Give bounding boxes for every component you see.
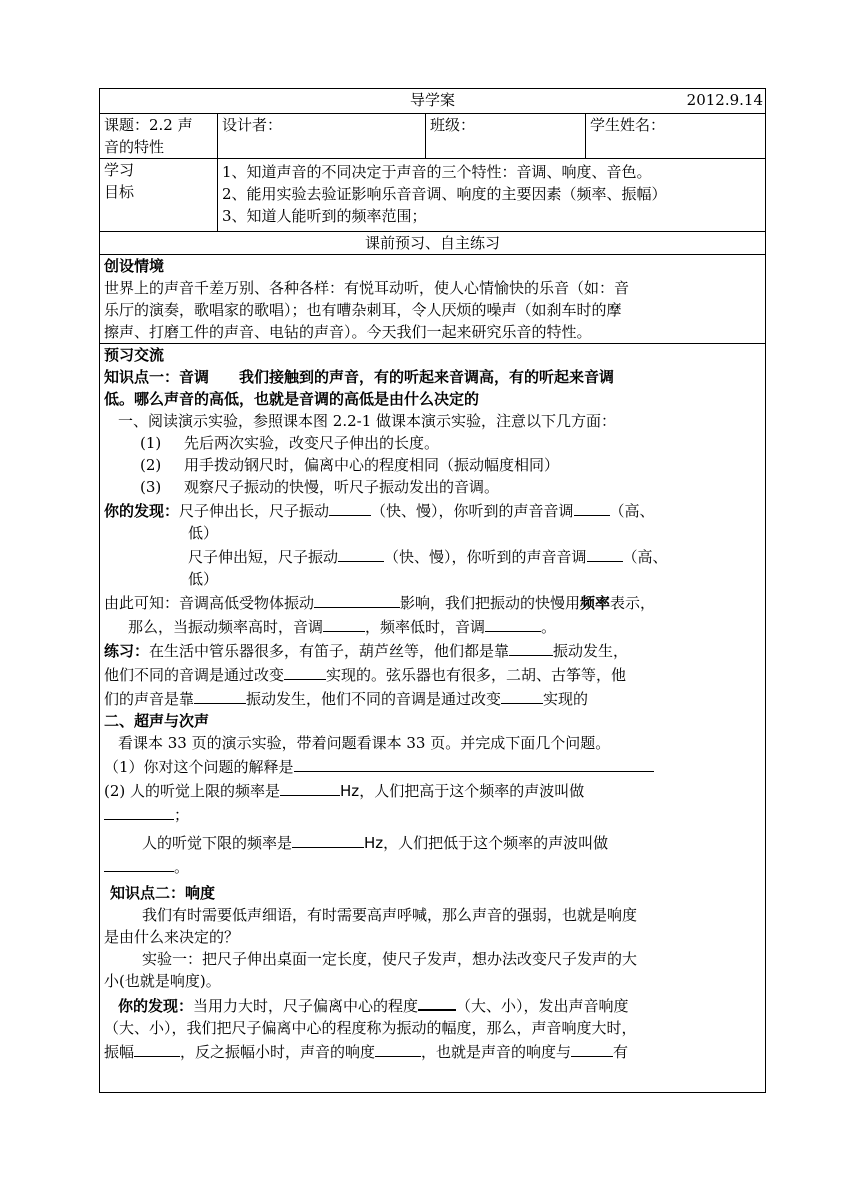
question-text: ； bbox=[174, 806, 190, 824]
goal-item: 1、知道声音的不同决定于声音的三个特性：音调、响度、音色。 bbox=[222, 163, 652, 181]
practice-text: 们的声音是靠 bbox=[104, 690, 195, 708]
title-row bbox=[100, 89, 766, 114]
loudness-heading: 知识点二：响度 bbox=[110, 884, 216, 902]
practice-text: 在生活中管乐器很多，有笛子，葫芦丝等，他们都是靠 bbox=[149, 642, 510, 660]
conclusion-text: 。 bbox=[541, 618, 557, 636]
preview-heading: 预习交流 bbox=[104, 346, 165, 364]
conclusion-text: 那么，当振动频率高时，音调 bbox=[128, 618, 324, 636]
answer-blank[interactable] bbox=[485, 614, 541, 632]
answer-blank[interactable] bbox=[134, 1039, 180, 1057]
finding1 bbox=[104, 498, 761, 522]
answer-blank[interactable] bbox=[574, 498, 610, 516]
class-cell bbox=[426, 114, 586, 159]
finding-text: 尺子伸出长，尺子振动 bbox=[179, 502, 330, 520]
step-text: 用手拨动钢尺时，偏离中心的程度相同（振动幅度相同） bbox=[184, 456, 560, 474]
step-item bbox=[104, 476, 761, 498]
goals-label-line1: 学习 bbox=[104, 161, 135, 179]
answer-blank[interactable] bbox=[418, 992, 456, 1011]
finding-label: 你的发现： bbox=[118, 997, 194, 1015]
kp1-line: 知识点一：音调 我们接触到的声音，有的听起来音调高，有的听起来音调 bbox=[104, 368, 615, 386]
practice-text: 振动发生， bbox=[553, 642, 629, 660]
step-text: 观察尺子振动的快慢，听尺子振动发出的音调。 bbox=[184, 478, 500, 496]
goal-item: 3、知道人能听到的频率范围； bbox=[222, 207, 427, 225]
answer-blank[interactable] bbox=[294, 754, 654, 772]
goals-label-line2: 目标 bbox=[104, 183, 135, 201]
finding-text: （高、 bbox=[622, 548, 668, 566]
content-cell bbox=[100, 344, 766, 1093]
answer-blank[interactable] bbox=[323, 614, 365, 632]
answer-blank[interactable] bbox=[292, 830, 364, 848]
content-row bbox=[100, 344, 766, 1093]
practice-label: 练习： bbox=[104, 642, 150, 660]
practice-text: 振动发生，他们不同的音调是通过改变 bbox=[246, 690, 502, 708]
question-3 bbox=[104, 830, 761, 854]
finding2 bbox=[104, 544, 761, 568]
finding2-cont: 低） bbox=[188, 570, 219, 588]
scenario-line: 世界上的声音千差万别、各种各样：有悦耳动听，使人心情愉快的乐音（如：音 bbox=[104, 279, 630, 297]
answer-blank[interactable] bbox=[571, 1039, 613, 1057]
section-header: 课前预习、自主练习 bbox=[100, 232, 766, 255]
practice-text: 他们不同的音调是通过改变 bbox=[104, 666, 285, 684]
finding-label: 你的发现： bbox=[104, 502, 180, 520]
loudness-finding bbox=[104, 992, 761, 1017]
exp-intro: 一、阅读演示实验，参照课本图 2.2-1 做课本演示实验，注意以下几方面： bbox=[118, 412, 617, 430]
frequency-term: 频率 bbox=[580, 594, 611, 612]
goal-item: 2、能用实验去验证影响乐音音调、响度的主要因素（频率、振幅） bbox=[222, 185, 667, 203]
conclusion-text: 表示， bbox=[610, 594, 656, 612]
finding1-cont: 低） bbox=[188, 524, 219, 542]
practice-text: 实现的 bbox=[543, 690, 589, 708]
finding-text: （大、小），发出声音响度 bbox=[456, 997, 629, 1015]
finding-text: 尺子伸出短，尺子振动 bbox=[188, 548, 339, 566]
scenario-line: 擦声、打磨工件的声音、电钻的声音）。今天我们一起来研究乐音的特性。 bbox=[104, 323, 592, 341]
question-text: (2) 人的听觉上限的频率是 bbox=[104, 782, 281, 800]
question-1 bbox=[104, 754, 761, 778]
answer-blank[interactable] bbox=[284, 662, 326, 680]
conclusion-text: ，频率低时，音调 bbox=[365, 618, 486, 636]
answer-blank[interactable] bbox=[280, 778, 340, 796]
loudness-exp: 实验一：把尺子伸出桌面一定长度，使尺子发声，想办法改变尺子发声的大 bbox=[142, 950, 638, 968]
answer-blank[interactable] bbox=[329, 498, 371, 516]
finding-text: （高、 bbox=[609, 502, 655, 520]
goals-cell bbox=[218, 159, 766, 232]
topic-cell bbox=[100, 114, 218, 159]
finding-text: ，反之振幅小时，声音的响度 bbox=[180, 1043, 376, 1061]
goals-row bbox=[100, 159, 766, 232]
answer-blank[interactable] bbox=[104, 802, 174, 820]
date: 2012.9.14 bbox=[686, 91, 764, 109]
loudness-finding bbox=[104, 1039, 761, 1063]
answer-blank[interactable] bbox=[314, 590, 400, 608]
question-3-cont bbox=[104, 854, 761, 878]
answer-blank[interactable] bbox=[375, 1039, 421, 1057]
unit-label: Hz bbox=[340, 782, 360, 800]
student-label: 学生姓名： bbox=[590, 116, 666, 134]
scenario-heading: 创设情境 bbox=[104, 257, 165, 275]
student-cell bbox=[586, 114, 766, 159]
step-item bbox=[104, 432, 761, 454]
step-number: (3) bbox=[140, 478, 162, 496]
question-2 bbox=[104, 778, 761, 802]
scenario-row bbox=[100, 255, 766, 344]
loudness-para: 是由什么来决定的？ bbox=[104, 928, 240, 946]
conclusion-line bbox=[104, 590, 761, 614]
topic-line2: 音的特性 bbox=[104, 138, 165, 156]
finding-text: 振幅 bbox=[104, 1043, 135, 1061]
ultrasound-intro: 看课本 33 页的演示实验，带着问题看课本 33 页。并完成下面几个问题。 bbox=[118, 734, 611, 752]
question-text: （1）你对这个问题的解释是 bbox=[104, 758, 294, 776]
loudness-finding: （大、小），我们把尺子偏离中心的程度称为振动的幅度，那么，声音响度大时， bbox=[104, 1019, 637, 1037]
class-label: 班级： bbox=[430, 116, 476, 134]
finding-text: （快、慢），你听到的声音音调 bbox=[371, 502, 574, 520]
answer-blank[interactable] bbox=[194, 686, 246, 704]
finding-text: （快、慢），你听到的声音音调 bbox=[384, 548, 587, 566]
ultrasound-heading: 二、超声与次声 bbox=[104, 712, 210, 730]
step-item bbox=[104, 454, 761, 476]
step-number: (1) bbox=[140, 434, 162, 452]
goals-label-cell bbox=[100, 159, 218, 232]
question-2-cont bbox=[104, 802, 761, 826]
loudness-para: 我们有时需要低声细语，有时需要高声呼喊，那么声音的强弱，也就是响度 bbox=[142, 906, 638, 924]
section-row bbox=[100, 232, 766, 255]
step-text: 先后两次实验，改变尺子伸出的长度。 bbox=[184, 434, 440, 452]
conclusion-text: 由此可知：音调高低受物体振动 bbox=[104, 594, 315, 612]
unit-label: Hz bbox=[364, 834, 384, 852]
question-text: ，人们把高于这个频率的声波叫做 bbox=[359, 782, 585, 800]
practice-line bbox=[104, 638, 761, 662]
finding-text: 当用力大时，尺子偏离中心的程度 bbox=[193, 997, 419, 1015]
practice-line bbox=[104, 662, 761, 686]
scenario-cell bbox=[100, 255, 766, 344]
finding-text: 有 bbox=[613, 1043, 629, 1061]
topic-line1: 课题：2.2 声 bbox=[104, 116, 193, 134]
conclusion-line2 bbox=[104, 614, 761, 638]
title-cell bbox=[100, 89, 766, 114]
page-title: 导学案 bbox=[410, 91, 456, 109]
info-row bbox=[100, 114, 766, 159]
answer-blank[interactable] bbox=[338, 544, 384, 562]
practice-line bbox=[104, 686, 761, 710]
answer-blank[interactable] bbox=[587, 544, 623, 562]
designer-label: 设计者： bbox=[222, 116, 283, 134]
question-text: 。 bbox=[174, 858, 190, 876]
designer-cell bbox=[218, 114, 426, 159]
answer-blank[interactable] bbox=[501, 686, 543, 704]
question-text: ，人们把低于这个频率的声波叫做 bbox=[383, 834, 609, 852]
finding-text: ，也就是声音的响度与 bbox=[421, 1043, 572, 1061]
kp1-line: 低。哪么声音的高低，也就是音调的高低是由什么决定的 bbox=[104, 390, 480, 408]
loudness-exp: 小(也就是响度)。 bbox=[104, 972, 221, 990]
question-text: 人的听觉下限的频率是 bbox=[142, 834, 293, 852]
scenario-line: 乐厅的演奏，歌唱家的歌唱）；也有嘈杂刺耳，令人厌烦的噪声（如刹车时的摩 bbox=[104, 301, 622, 319]
answer-blank[interactable] bbox=[104, 854, 174, 872]
conclusion-text: 影响，我们把振动的快慢用 bbox=[400, 594, 581, 612]
step-number: (2) bbox=[140, 456, 162, 474]
answer-blank[interactable] bbox=[509, 638, 553, 656]
worksheet-table bbox=[99, 88, 766, 1093]
worksheet bbox=[99, 88, 765, 1093]
practice-text: 实现的。弦乐器也有很多，二胡、古筝等，他 bbox=[326, 666, 627, 684]
